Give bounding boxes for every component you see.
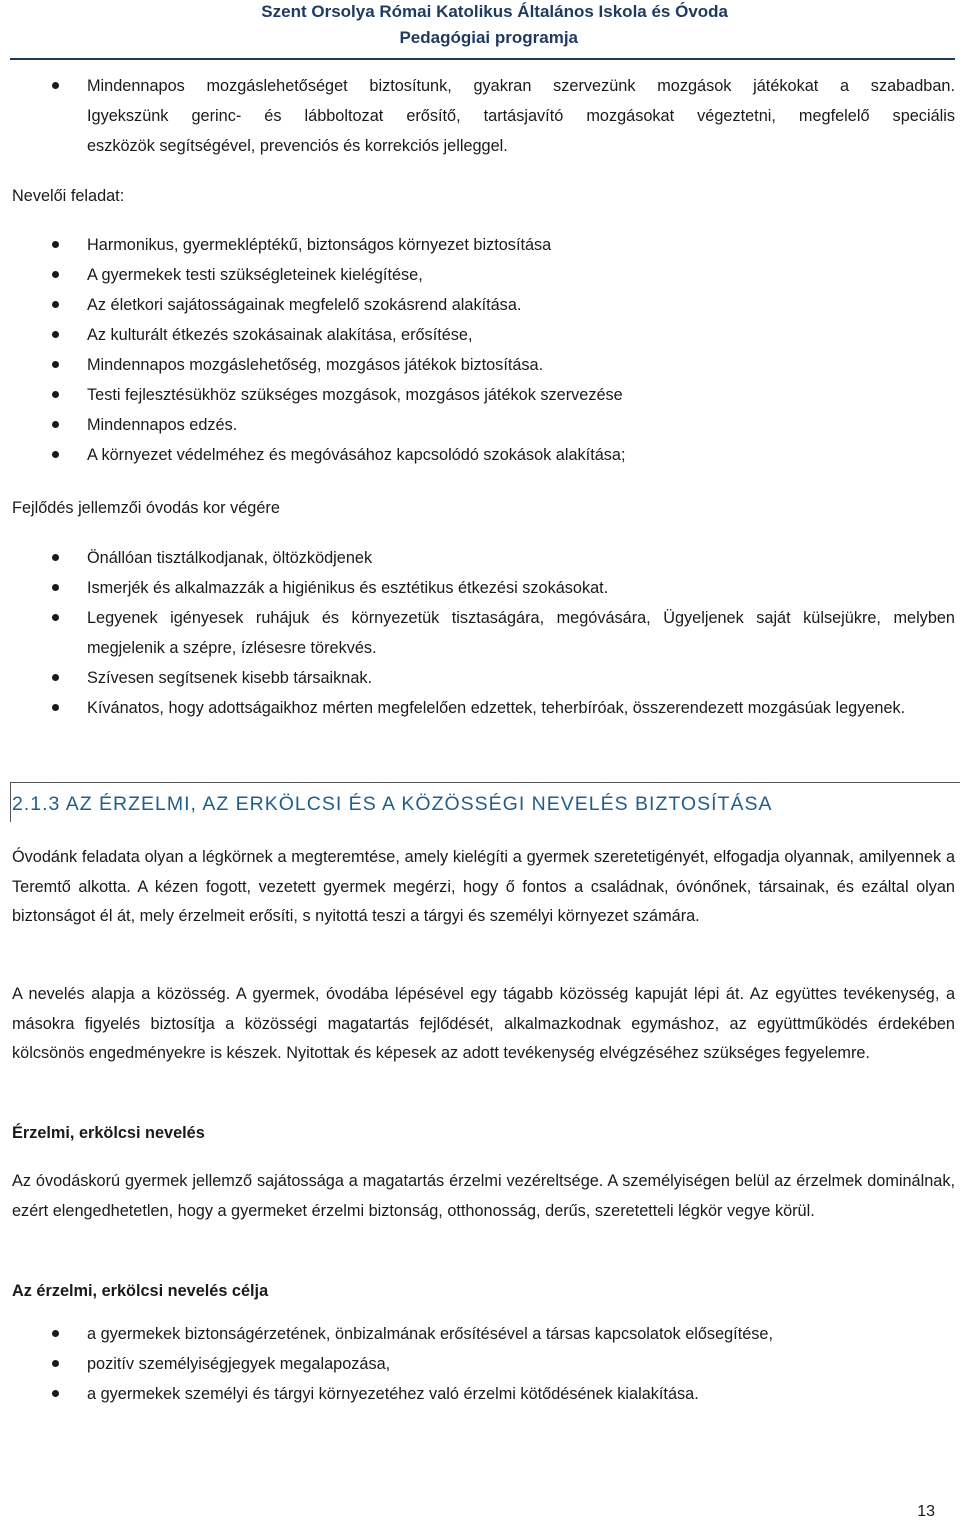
list-item: Harmonikus, gyermekléptékű, biztonságos környezet biztosítása (12, 230, 955, 260)
header-rule (10, 58, 955, 60)
paragraph-2: A nevelés alapja a közösség. A gyermek, óvodába lépésével egy tágabb közösség kapuját lépi át. Az együttes tevékenység, a másokra figyelés biztosítja a közösségi magatartás fejlődését, alkalmazkodnak egymáshoz, az együttműködés érdekében kölcsönös engedményekre is készek. Nyitottak és képesek az adott tevékenység elvégzéséhez szükséges fegyelemre. (12, 985, 955, 1062)
page-number: 13 (917, 1503, 935, 1520)
section-heading: 2.1.3 AZ ÉRZELMI, AZ ERKÖLCSI ÉS A KÖZÖSSÉGI NEVELÉS BIZTOSÍTÁSA (12, 793, 773, 815)
list-item: Szívesen segítsenek kisebb társaiknak. (12, 663, 955, 693)
list-item: A környezet védelméhez és megóvásához kapcsolódó szokások alakítása; (12, 440, 955, 470)
paragraph-1: Óvodánk feladata olyan a légkörnek a megteremtése, amely kielégíti a gyermek szeretetigényét, elfogadja olyannak, amilyennek a Teremtő alkotta. A kézen fogott, vezetett gyermek megérzi, hogy ő fontos a családnak, óvónőnek, társainak, és ezáltal olyan biztonságot él át, mely érzelmeit erősíti, s nyitottá teszi a tárgyi és személyi környezet számára. (12, 848, 955, 925)
list-item: Mindennapos mozgáslehetőség, mozgásos játékok biztosítása. (12, 350, 955, 380)
list-item: Kívánatos, hogy adottságaikhoz mérten megfelelően edzettek, teherbíróak, összerendezett mozgásúak legyenek. (12, 693, 955, 723)
nevelo-feladat-list (12, 230, 955, 470)
header-document-title: Pedagógiai programja (399, 28, 578, 47)
list-item: A gyermekek testi szükségleteinek kielégítése, (12, 260, 955, 290)
subheading-neveles-celja: Az érzelmi, erkölcsi nevelés célja (12, 1282, 269, 1300)
page-header (0, 0, 960, 58)
header-school-name: Szent Orsolya Római Katolikus Általános Iskola és Óvoda (261, 2, 728, 21)
fejlodes-list (12, 543, 955, 723)
list-item: Az kulturált étkezés szokásainak alakítása, erősítése, (12, 320, 955, 350)
list-item: a gyermekek biztonságérzetének, önbizalmának erősítésével a társas kapcsolatok elősegítése, (12, 1319, 955, 1349)
fejlodes-label: Fejlődés jellemzői óvodás kor végére (12, 499, 280, 517)
list-item: Testi fejlesztésükhöz szükséges mozgások, mozgásos játékok szervezése (12, 380, 955, 410)
nevelo-feladat-label: Nevelői feladat: (12, 187, 125, 205)
list-item: a gyermekek személyi és tárgyi környezetéhez való érzelmi kötődésének kialakítása. (12, 1379, 955, 1409)
list-item: Mindennapos edzés. (12, 410, 955, 440)
list-item: Önállóan tisztálkodjanak, öltözködjenek (12, 543, 955, 573)
goals-list (12, 1319, 955, 1409)
list-item: Az életkori sajátosságainak megfelelő szokásrend alakítása. (12, 290, 955, 320)
section-rule (10, 782, 960, 783)
section-rule-left (10, 782, 11, 822)
paragraph-3: Az óvodáskorú gyermek jellemző sajátossága a magatartás érzelmi vezéreltsége. A személyiségen belül az érzelmek dominálnak, ezért elengedhetetlen, hogy a gyermeket érzelmi biztonság, otthonosság, derűs, szeretetteli légkör vegye körül. (12, 1172, 955, 1220)
intro-bullet (12, 71, 955, 161)
list-item: Ismerjék és alkalmazzák a higiénikus és esztétikus étkezési szokásokat. (12, 573, 955, 603)
list-item: Mindennapos mozgáslehetőséget biztosítunk, gyakran szervezünk mozgások játékokat a szabadban. Igyekszünk gerinc- és lábboltozat erősítő, tartásjavító mozgásokat végeztetni, megfelelő speciális eszközök segítségével, prevenciós és korrekciós jelleggel. (12, 71, 955, 161)
subheading-erzelmi-erkolcsi-neveles: Érzelmi, erkölcsi nevelés (12, 1124, 205, 1142)
list-item: pozitív személyiségjegyek megalapozása, (12, 1349, 955, 1379)
list-item: Legyenek igényesek ruhájuk és környezetük tisztaságára, megóvására, Ügyeljenek saját külsejükre, melyben megjelenik a szépre, ízlésesre törekvés. (12, 603, 955, 663)
